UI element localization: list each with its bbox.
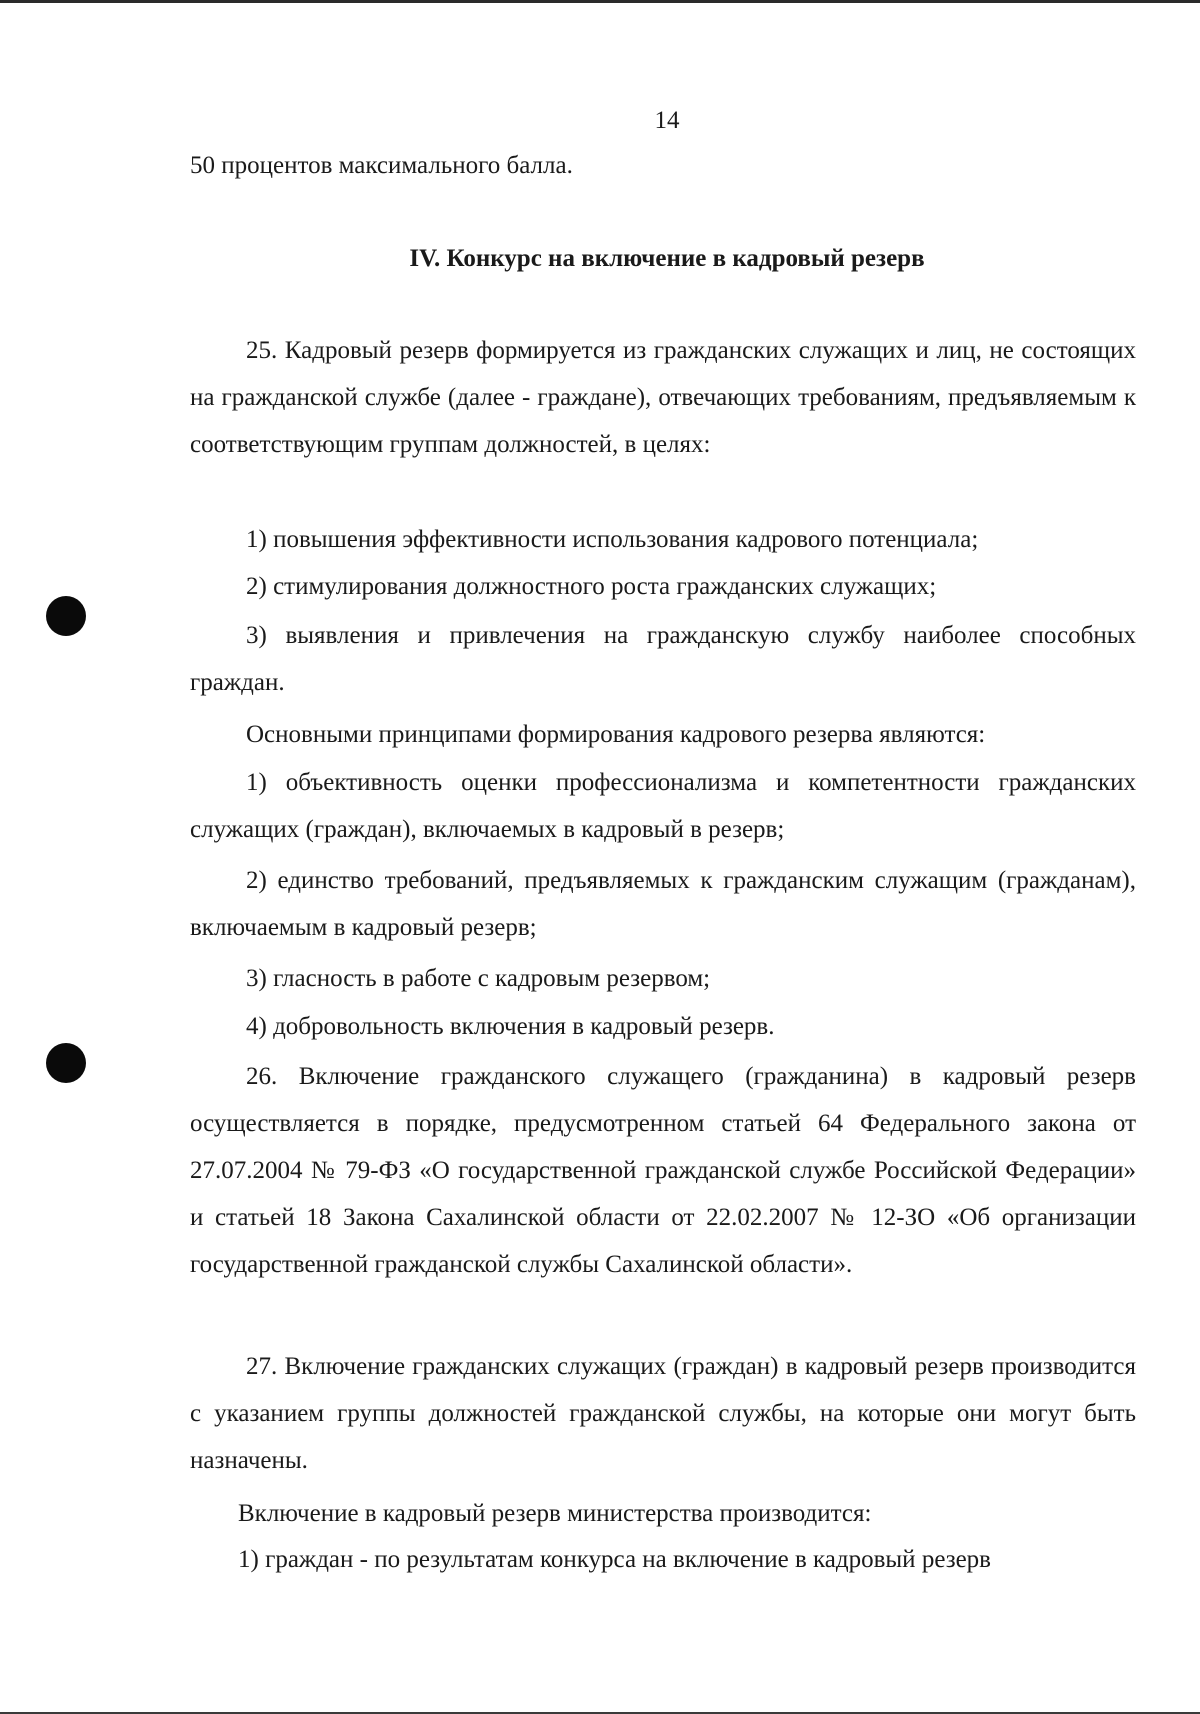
page-number: 14 <box>654 107 680 134</box>
principle-2: 2) единство требований, предъявляемых к гражданским служащим (гражданам), включаемым в кадровый резерв; <box>190 867 1136 941</box>
principle-4: 4) добровольность включения в кадровый резерв. <box>246 1013 775 1040</box>
paragraph-25: 25. Кадровый резерв формируется из гражданских служащих и лиц, не состоящих на гражданской службе (далее - граждане), отвечающих требованиям, предъявляемым к соответствующим группам должностей, в целях: <box>190 337 1136 458</box>
list-item-25-1: 1) повышения эффективности использования кадрового потенциала; <box>246 526 979 553</box>
punch-hole-mark <box>46 596 86 636</box>
paragraph-27: 27. Включение гражданских служащих (граждан) в кадровый резерв производится с указанием группы должностей гражданской службы, на которые они могут быть назначены. <box>190 1353 1136 1474</box>
list-item-25-3: 3) выявления и привлечения на гражданскую службу наиболее способных граждан. <box>190 622 1136 696</box>
principle-3: 3) гласность в работе с кадровым резервом; <box>246 965 711 992</box>
paragraph-26: 26. Включение гражданского служащего (гражданина) в кадровый резерв осуществляется в порядке, предусмотренном статьей 64 Федерального закона от 27.07.2004 № 79-ФЗ «О государственной гражданской службе Российской Федерации» и статьей 18 Закона Сахалинской области от 22.02.2007 № 12-ЗО «Об организации государственной гражданской службы Сахалинской области». <box>190 1063 1136 1278</box>
list-item-25-2: 2) стимулирования должностного роста гражданских служащих; <box>246 573 937 600</box>
ministry-intro: Включение в кадровый резерв министерства производится: <box>238 1500 872 1527</box>
scan-top-edge <box>0 0 1200 3</box>
punch-hole-mark <box>46 1043 86 1083</box>
principle-1: 1) объективность оценки профессионализма и компетентности гражданских служащих (граждан), включаемых в кадровый в резерв; <box>190 769 1136 843</box>
section-heading: IV. Конкурс на включение в кадровый резерв <box>409 245 925 272</box>
ministry-item-1: 1) граждан - по результатам конкурса на включение в кадровый резерв <box>238 1546 991 1573</box>
principles-intro: Основными принципами формирования кадрового резерва являются: <box>246 721 986 748</box>
continuation-text: 50 процентов максимального балла. <box>190 152 573 179</box>
